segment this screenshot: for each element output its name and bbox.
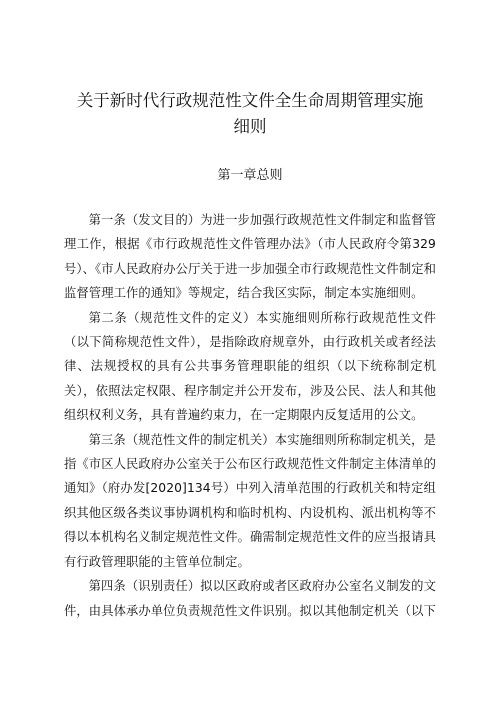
document-body	[64, 208, 436, 623]
chapter-heading: 第一章总则	[217, 168, 283, 183]
document-title: 关于新时代行政规范性文件全生命周期管理实施细则	[76, 91, 424, 136]
article-paragraph: 第一条（发文目的）为进一步加强行政规范性文件制定和监督管理工作，根据《市行政规范性文件管理办法》（市人民政府令第329号）、《市人民政府办公厅关于进一步加强全市行政规范性文件制定和监督管理工作的通知》等规定，结合我区实际，制定本实施细则。	[64, 213, 437, 301]
article-paragraph: 第四条（识别责任）拟以区政府或者区政府办公室名义制发的文件，由具体承办单位负责规范性文件识别。拟以其他制定机关（以下	[64, 579, 436, 618]
article-paragraph: 第二条（规范性文件的定义）本实施细则所称行政规范性文件（以下简称规范性文件），是指除政府规章外，由行政机关或者经法律、法规授权的具有公共事务管理职能的组织（以下统称制定机关），依照法定权限、程序制定并公开发布，涉及公民、法人和其他组织权利义务，具有普遍约束力，在一定期限内反复适用的公文。	[64, 310, 436, 423]
article-paragraph: 第三条（规范性文件的制定机关）本实施细则所称制定机关，是指《市区人民政府办公室关于公布区行政规范性文件制定主体清单的通知》（府办发[2020]134号）中列入清单范围的行政机关和特定组织其他区级各类议事协调机构和临时机构、内设机构、派出机构等不得以本机构名义制定规范性文件。确需制定规范性文件的应当报请具有行政管理职能的主管单位制定。	[64, 432, 436, 569]
